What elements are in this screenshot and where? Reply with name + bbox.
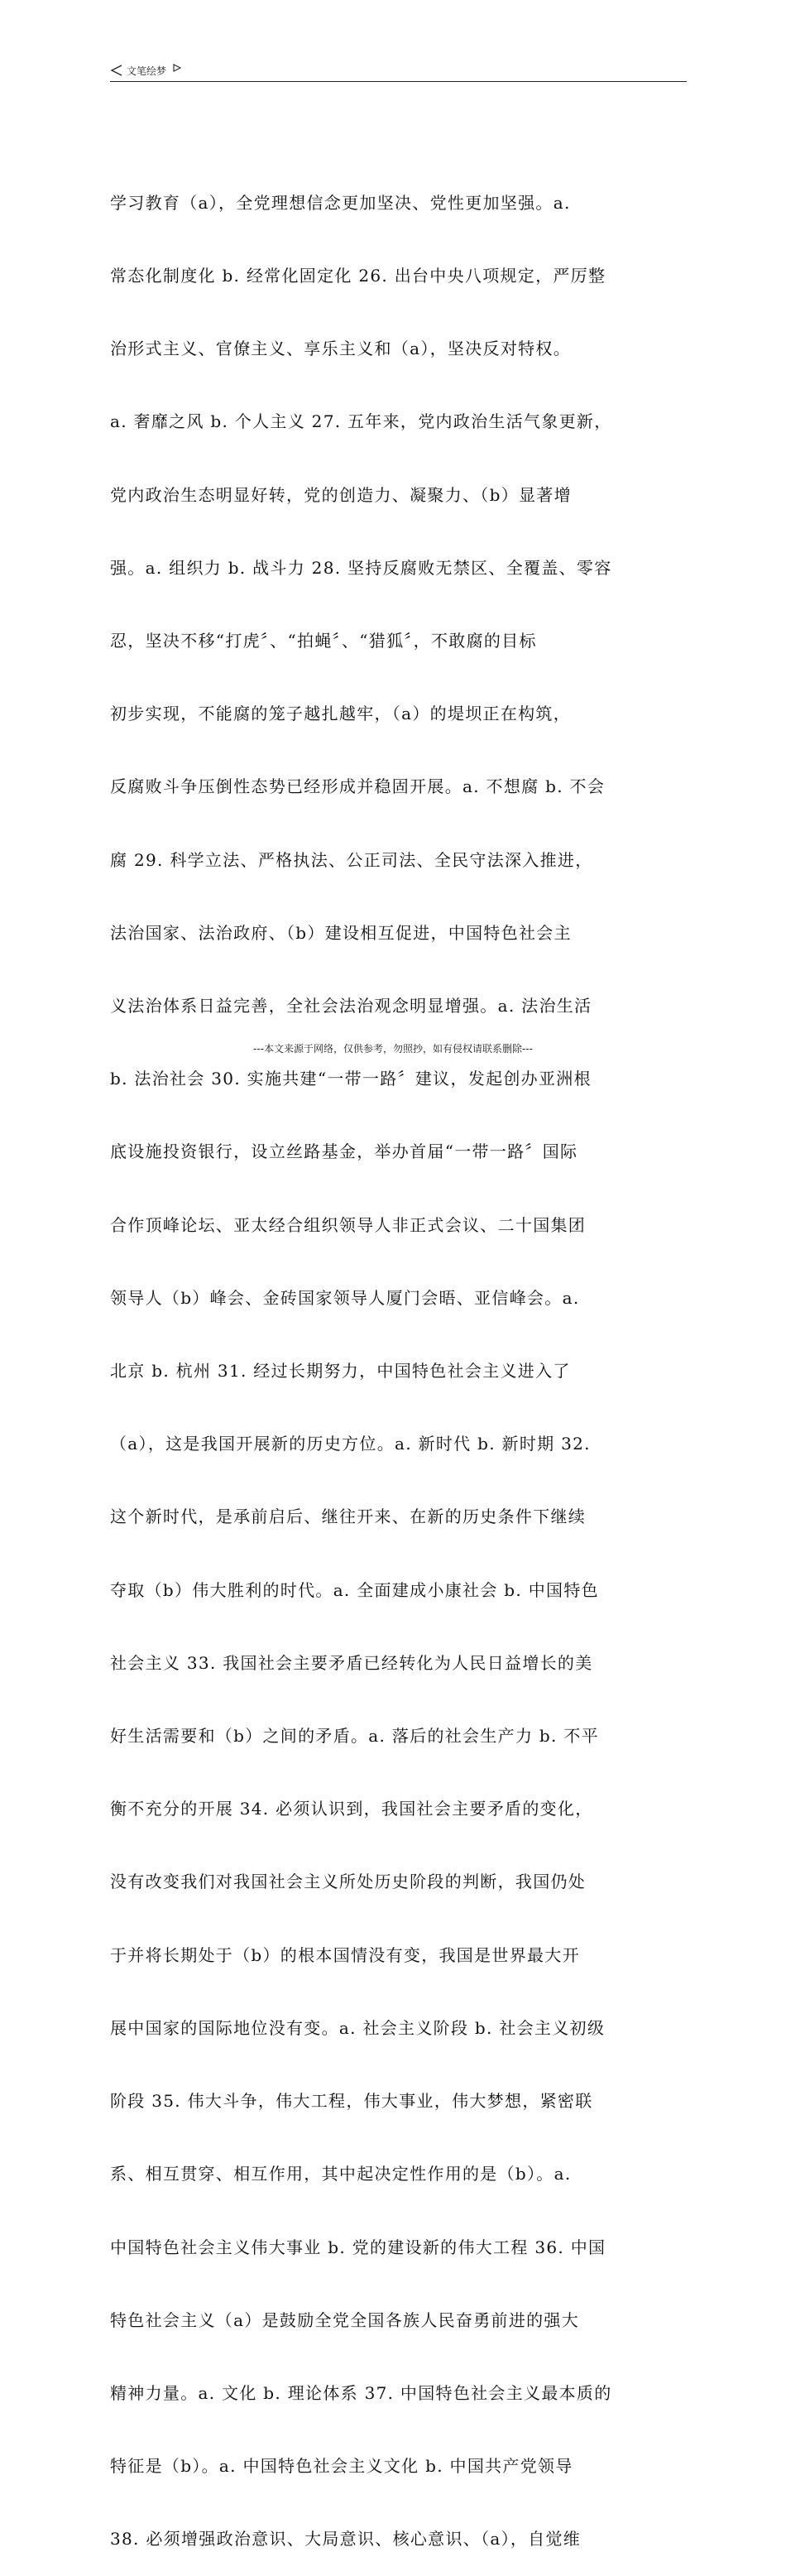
text-line: 精神力量。a. 文化 b. 理论体系 37. 中国特色社会主义最本质的 xyxy=(110,2382,612,2403)
text-line: 忍，坚决不移“打虎〞、“拍蝇〞、“猎狐〞，不敢腐的目标 xyxy=(110,631,537,651)
text-line: 特色社会主义（a）是鼓励全党全国各族人民奋勇前进的强大 xyxy=(110,2309,580,2330)
text-line: 社会主义 33. 我国社会主要矛盾已经转化为人民日益增长的美 xyxy=(110,1652,593,1673)
text-line: 38. 必须增强政治意识、大局意识、核心意识、（a），自觉维 xyxy=(110,2529,582,2550)
text-line: 夺取（b）伟大胜利的时代。a. 全面建成小康社会 b. 中国特色 xyxy=(110,1579,599,1600)
text-line: 义法治体系日益完善，全社会法治观念明显增强。a. 法治生活 xyxy=(110,996,592,1016)
text-line: 学习教育（a），全党理想信念更加坚决、党性更加坚强。a. xyxy=(110,192,571,213)
document-body xyxy=(110,142,689,2576)
text-line: 北京 b. 杭州 31. 经过长期努力，中国特色社会主义进入了 xyxy=(110,1361,571,1382)
text-line: （a），这是我国开展新的历史方位。a. 新时代 b. 新时期 32. xyxy=(110,1434,591,1454)
text-line: 展中国家的国际地位没有变。a. 社会主义阶段 b. 社会主义初级 xyxy=(110,2017,606,2038)
header-brand: 文笔绘梦 xyxy=(127,65,167,77)
text-line: 党内政治生态明显好转，党的创造力、凝聚力、（b）显著增 xyxy=(110,484,572,505)
text-line: 反腐败斗争压倒性态势已经形成并稳固开展。a. 不想腐 b. 不会 xyxy=(110,776,606,797)
triangle-left-icon xyxy=(110,64,123,77)
text-line: 没有改变我们对我国社会主义所处历史阶段的判断，我国仍处 xyxy=(110,1872,587,1892)
text-line: 治形式主义、官僚主义、享乐主义和（a），坚决反对特权。 xyxy=(110,339,572,359)
text-line: 中国特色社会主义伟大事业 b. 党的建设新的伟大工程 36. 中国 xyxy=(110,2237,606,2257)
text-line: 领导人（b）峰会、金砖国家领导人厦门会晤、亚信峰会。a. xyxy=(110,1287,580,1308)
page-header xyxy=(110,61,687,79)
text-line: 衡不充分的开展 34. 必须认识到，我国社会主要矛盾的变化， xyxy=(110,1799,593,1819)
text-line: 底设施投资银行，设立丝路基金，举办首届“一带一路〞国际 xyxy=(110,1141,578,1162)
text-line: 阶段 35. 伟大斗争，伟大工程，伟大事业，伟大梦想，紧密联 xyxy=(110,2091,593,2112)
text-line: a. 奢靡之风 b. 个人主义 27. 五年来，党内政治生活气象更新， xyxy=(110,411,612,432)
text-line: 常态化制度化 b. 经常化固定化 26. 出台中央八项规定，严厉整 xyxy=(110,266,606,286)
text-line: 于并将长期处于（b）的根本国情没有变，我国是世界最大开 xyxy=(110,1944,580,1965)
text-line: 这个新时代，是承前启后、继往开来、在新的历史条件下继续 xyxy=(110,1507,587,1527)
triangle-right-icon xyxy=(173,64,181,72)
text-line: 特征是（b）。a. 中国特色社会主义文化 b. 中国共产党领导 xyxy=(110,2456,573,2477)
header-rule xyxy=(110,81,687,82)
text-line: b. 法治社会 30. 实施共建“一带一路〞建议，发起创办亚洲根 xyxy=(110,1069,592,1089)
text-line: 腐 29. 科学立法、严格执法、公正司法、全民守法深入推进， xyxy=(110,849,593,870)
text-line: 好生活需要和（b）之间的矛盾。a. 落后的社会生产力 b. 不平 xyxy=(110,1726,599,1747)
text-line: 初步实现，不能腐的笼子越扎越牢，（a）的堤坝正在构筑， xyxy=(110,704,572,724)
page-footer: ---本文来源于网络，仅供参考，勿照抄，如有侵权请联系删除--- xyxy=(253,1043,533,1055)
text-line: 系、相互贯穿、相互作用，其中起决定性作用的是（b）。a. xyxy=(110,2164,572,2184)
text-line: 强。a. 组织力 b. 战斗力 28. 坚持反腐败无禁区、全覆盖、零容 xyxy=(110,557,612,578)
text-line: 法治国家、法治政府、（b）建设相互促进，中国特色社会主 xyxy=(110,922,572,943)
text-line: 合作顶峰论坛、亚太经合组织领导人非正式会议、二十国集团 xyxy=(110,1214,587,1235)
